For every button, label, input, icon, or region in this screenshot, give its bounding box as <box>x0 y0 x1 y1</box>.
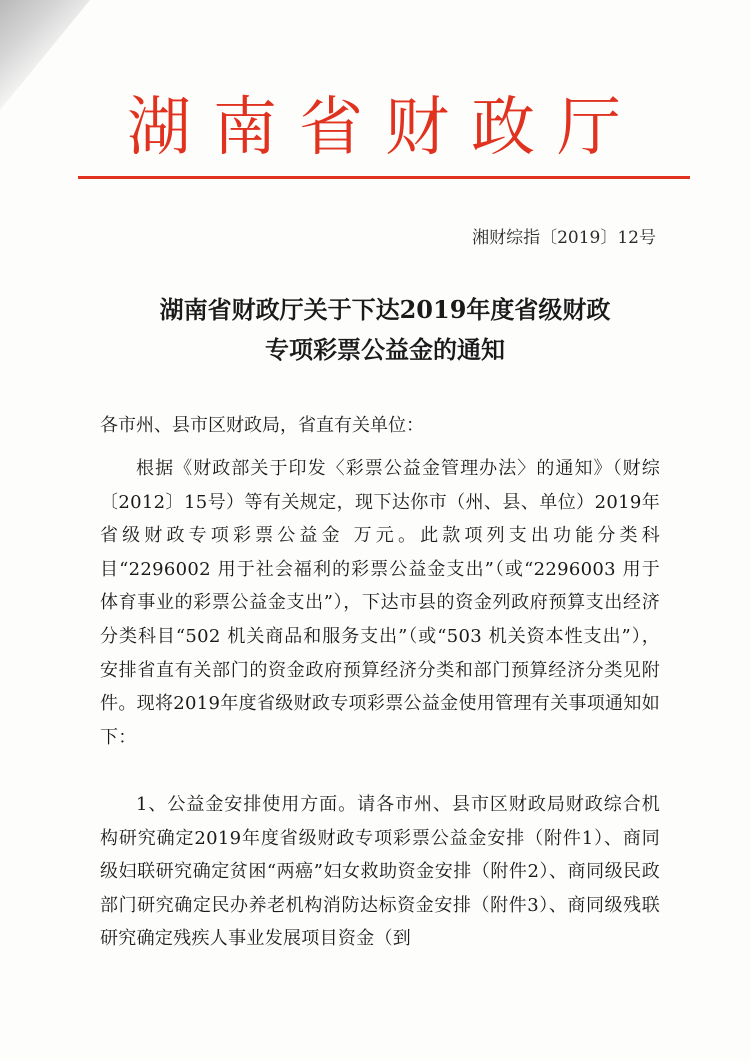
document-number: 湘财综指〔2019〕12号 <box>472 228 656 248</box>
letterhead-agency-name: 湖南省财政厅 <box>127 91 643 165</box>
title-line-2: 专项彩票公益金的通知 <box>265 335 505 364</box>
document-title <box>80 290 690 370</box>
letterhead-red-rule <box>78 176 690 179</box>
salutation: 各市州、县市区财政局，省直有关单位： <box>100 415 424 436</box>
title-line-1: 湖南省财政厅关于下达2019年度省级财政 <box>159 295 611 324</box>
body-paragraph-1: 根据《财政部关于印发〈彩票公益金管理办法〉的通知》（财综〔2012〕15号）等有关规定，现下达你市（州、县、单位）2019年省级财政专项彩票公益金 万元。此款项列支出功能分类科目“2296002 用于社会福利的彩票公益金支出”（或“2296003 用于体育事业的彩票公益金支出”），下达市县的资金列政府预算支出经济分类科目“502 机关商品和服务支出”（或“503 机关资本性支出”），安排省直有关部门的资金政府预算经济分类和部门预算经济分类见附件。现将2019年度省级财政专项彩票公益金使用管理有关事项通知如下： <box>100 458 660 748</box>
body-paragraph-2: 1、公益金安排使用方面。请各市州、县市区财政局财政综合机构研究确定2019年度省级财政专项彩票公益金安排（附件1）、商同级妇联研究确定贫困“两癌”妇女救助资金安排（附件2）、商同级民政部门研究确定民办养老机构消防达标资金安排（附件3）、商同级残联研究确定残疾人事业发展项目资金（到 <box>100 794 660 950</box>
scan-shadow <box>0 0 90 110</box>
